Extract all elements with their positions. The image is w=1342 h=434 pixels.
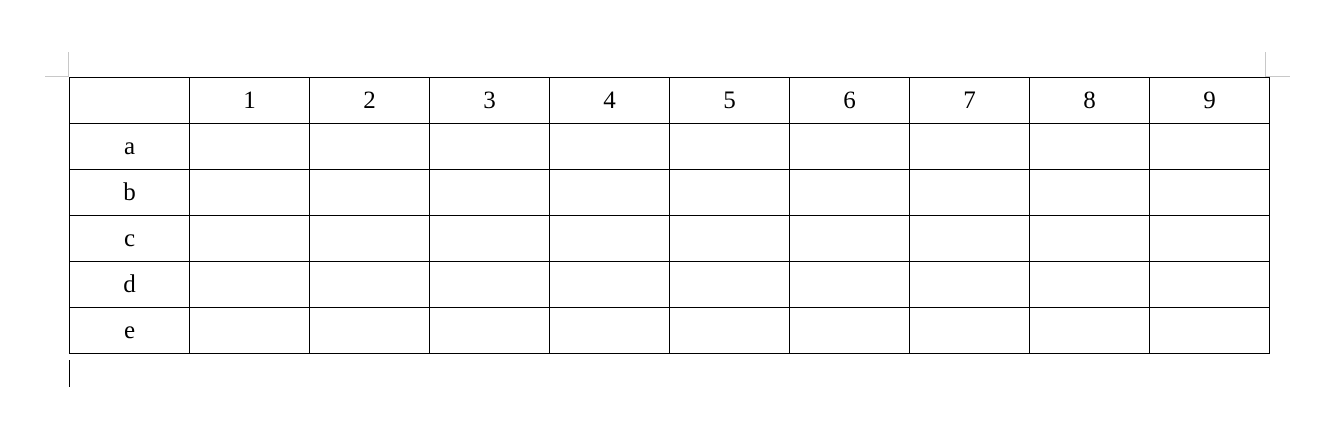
table-row xyxy=(70,170,1270,216)
table-cell[interactable] xyxy=(1030,308,1150,354)
table-cell[interactable] xyxy=(670,216,790,262)
table-cell[interactable] xyxy=(190,216,310,262)
table-cell[interactable] xyxy=(190,308,310,354)
table-cell[interactable] xyxy=(310,308,430,354)
table-cell[interactable] xyxy=(790,262,910,308)
column-header-cell[interactable]: 6 xyxy=(790,78,910,124)
table-cell[interactable] xyxy=(430,308,550,354)
table-cell[interactable] xyxy=(1030,262,1150,308)
column-header-cell[interactable]: 3 xyxy=(430,78,550,124)
table-cell[interactable] xyxy=(670,262,790,308)
text-cursor xyxy=(69,360,70,387)
row-header-cell[interactable]: c xyxy=(70,216,190,262)
margin-guide-top-left-horizontal xyxy=(45,76,69,77)
table-cell[interactable] xyxy=(910,308,1030,354)
table-cell[interactable] xyxy=(430,216,550,262)
table-cell[interactable] xyxy=(310,124,430,170)
table-cell[interactable] xyxy=(670,170,790,216)
table-cell[interactable] xyxy=(1150,124,1270,170)
table-cell[interactable] xyxy=(1030,216,1150,262)
table-cell[interactable] xyxy=(550,216,670,262)
table-cell[interactable] xyxy=(1030,124,1150,170)
row-header-cell[interactable]: e xyxy=(70,308,190,354)
table-cell[interactable] xyxy=(670,124,790,170)
table-cell[interactable] xyxy=(550,308,670,354)
margin-guide-top-left-vertical xyxy=(68,52,69,76)
table-cell[interactable] xyxy=(790,124,910,170)
table-cell[interactable] xyxy=(1150,308,1270,354)
table-row xyxy=(70,124,1270,170)
table-cell[interactable] xyxy=(910,170,1030,216)
table-cell[interactable] xyxy=(310,216,430,262)
table-cell[interactable] xyxy=(550,262,670,308)
row-header-cell[interactable]: b xyxy=(70,170,190,216)
row-header-cell[interactable]: d xyxy=(70,262,190,308)
table-cell[interactable] xyxy=(790,308,910,354)
table-cell[interactable] xyxy=(1030,170,1150,216)
table-row xyxy=(70,262,1270,308)
table-cell[interactable] xyxy=(550,170,670,216)
table-row xyxy=(70,216,1270,262)
column-header-cell[interactable]: 2 xyxy=(310,78,430,124)
table-corner-cell[interactable] xyxy=(70,78,190,124)
table-cell[interactable] xyxy=(670,308,790,354)
table-cell[interactable] xyxy=(550,124,670,170)
table-cell[interactable] xyxy=(910,262,1030,308)
table-cell[interactable] xyxy=(430,262,550,308)
column-header-cell[interactable]: 5 xyxy=(670,78,790,124)
column-header-cell[interactable]: 7 xyxy=(910,78,1030,124)
table-cell[interactable] xyxy=(310,170,430,216)
table-cell[interactable] xyxy=(790,216,910,262)
table-cell[interactable] xyxy=(430,170,550,216)
table-cell[interactable] xyxy=(1150,216,1270,262)
column-header-cell[interactable]: 1 xyxy=(190,78,310,124)
column-header-cell[interactable]: 8 xyxy=(1030,78,1150,124)
table-header-row xyxy=(70,78,1270,124)
table-cell[interactable] xyxy=(190,170,310,216)
table-cell[interactable] xyxy=(1150,170,1270,216)
margin-guide-top-right-vertical xyxy=(1265,52,1266,76)
table-cell[interactable] xyxy=(430,124,550,170)
table-row xyxy=(70,308,1270,354)
document-table[interactable] xyxy=(69,77,1270,354)
table-cell[interactable] xyxy=(310,262,430,308)
column-header-cell[interactable]: 9 xyxy=(1150,78,1270,124)
table-cell[interactable] xyxy=(190,262,310,308)
table-cell[interactable] xyxy=(910,124,1030,170)
table-cell[interactable] xyxy=(1150,262,1270,308)
table-cell[interactable] xyxy=(190,124,310,170)
column-header-cell[interactable]: 4 xyxy=(550,78,670,124)
row-header-cell[interactable]: a xyxy=(70,124,190,170)
table-cell[interactable] xyxy=(910,216,1030,262)
table-cell[interactable] xyxy=(790,170,910,216)
